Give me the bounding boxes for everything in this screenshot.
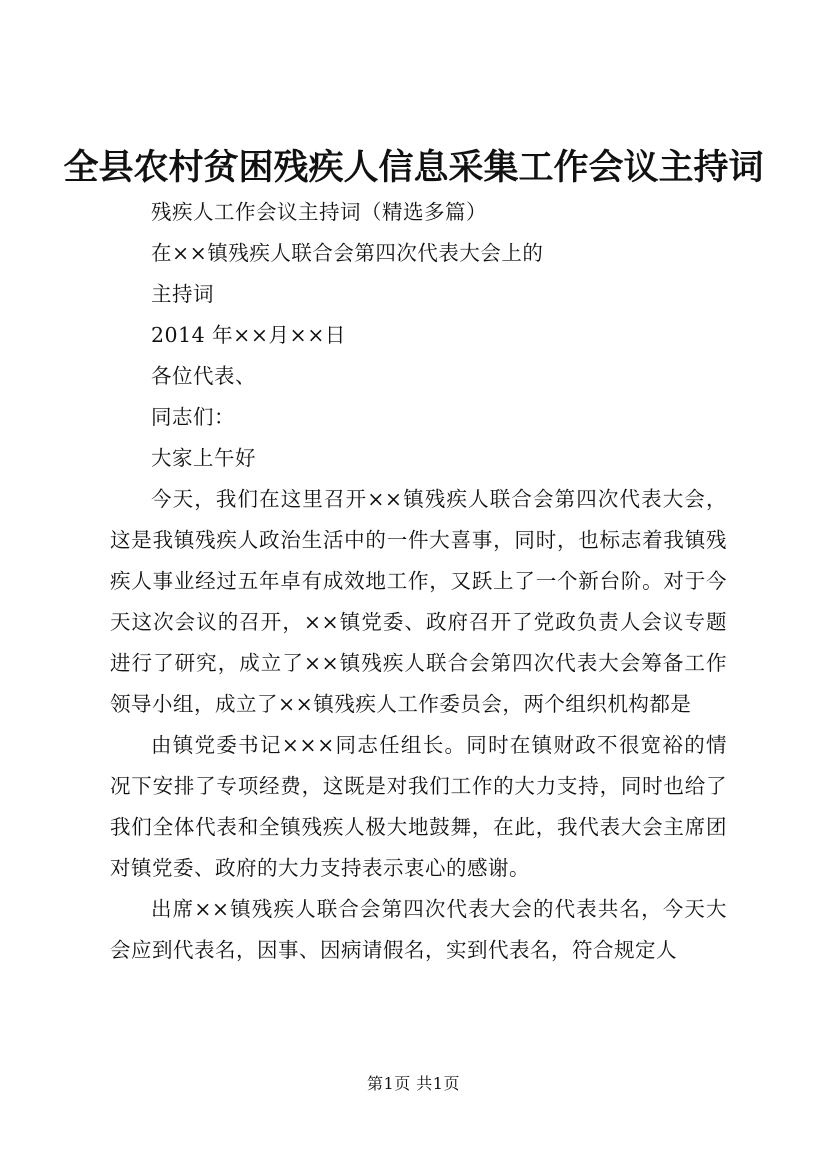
document-body [110,192,727,971]
document-title: 全县农村贫困残疾人信息采集工作会议主持词 [63,147,764,188]
paragraph-body: 由镇党委书记×××同志任组长。同时在镇财政不很宽裕的情况下安排了专项经费，这既是对我们工作的大力支持，同时也给了我们全体代表和全镇残疾人极大地鼓舞，在此，我代表大会主席团对镇党委、政府的大力支持表示衷心的感谢。 [110,733,727,880]
paragraph-body: 出席××镇残疾人联合会第四次代表大会的代表共名，今天大会应到代表名，因事、因病请假名，实到代表名，符合规定人 [110,897,727,962]
paragraph-greeting-delegates: 各位代表、 [151,364,256,388]
paragraph-date: 2014 年××月××日 [151,323,346,347]
paragraph-good-morning: 大家上午好 [151,446,256,470]
paragraph-subtitle: 残疾人工作会议主持词（精选多篇） [151,200,487,224]
paragraph-occasion: 在××镇残疾人联合会第四次代表大会上的 [151,241,544,265]
paragraph-body: 今天，我们在这里召开××镇残疾人联合会第四次代表大会，这是我镇残疾人政治生活中的一件大喜事，同时，也标志着我镇残疾人事业经过五年卓有成效地工作，又跃上了一个新台阶。对于今天这次会议的召开，××镇党委、政府召开了党政负责人会议专题进行了研究，成立了××镇残疾人联合会第四次代表大会筹备工作领导小组，成立了××镇残疾人工作委员会，两个组织机构都是 [110,487,727,716]
page-footer: 第1页 共1页 [367,1074,460,1093]
paragraph-host-words: 主持词 [151,282,214,306]
paragraph-greeting-comrades: 同志们： [151,405,235,429]
